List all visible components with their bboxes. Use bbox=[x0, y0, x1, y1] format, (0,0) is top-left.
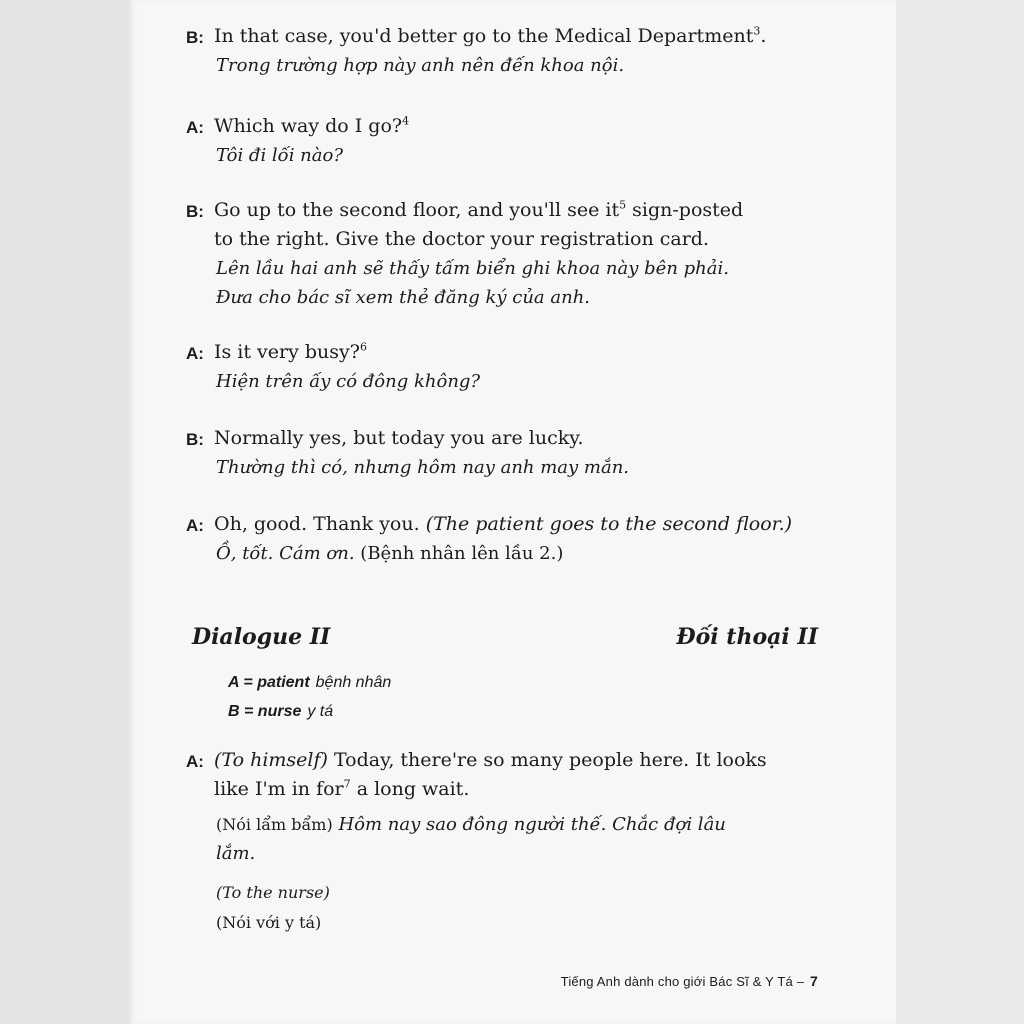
speaker-label: A: bbox=[186, 344, 204, 363]
stage-direction-vietnamese: (Nói với y tá) bbox=[216, 913, 322, 932]
speaker-label: B: bbox=[186, 202, 204, 221]
vietnamese-text: Tôi đi lối nào? bbox=[216, 145, 343, 166]
speaker-label: A: bbox=[186, 118, 204, 137]
section-heading-english: Dialogue II bbox=[192, 624, 331, 650]
vietnamese-text-line-2: lắm. bbox=[216, 843, 256, 864]
stage-direction-english: (To the nurse) bbox=[216, 883, 330, 902]
dialogue-line-5 bbox=[186, 424, 866, 482]
background-surface bbox=[896, 0, 1024, 1024]
english-text: (To himself) Today, there're so many people here. It looks bbox=[214, 749, 767, 771]
vietnamese-text: Lên lầu hai anh sẽ thấy tấm biển ghi khoa này bên phải. bbox=[216, 258, 729, 279]
page-number: 7 bbox=[810, 973, 818, 989]
page-footer: Tiếng Anh dành cho giới Bác Sĩ & Y Tá – 7 bbox=[560, 973, 818, 989]
vietnamese-text: Ồ, tốt. Cám ơn. (Bệnh nhân lên lầu 2.) bbox=[216, 543, 564, 564]
english-text: In that case, you'd better go to the Medical Department$^3$. bbox=[214, 24, 767, 47]
vietnamese-text: Trong trường hợp này anh nên đến khoa nội. bbox=[216, 55, 625, 76]
vietnamese-text: Thường thì có, nhưng hôm nay anh may mắn. bbox=[216, 457, 630, 478]
dialogue-ii-line-1 bbox=[186, 746, 866, 936]
role-patient: A = patient bệnh nhân bbox=[228, 674, 392, 691]
dialogue-line-1 bbox=[186, 22, 866, 80]
english-text: Which way do I go?$^4$ bbox=[214, 114, 410, 137]
english-text: Normally yes, but today you are lucky. bbox=[214, 427, 584, 449]
role-nurse: B = nurse y tá bbox=[228, 703, 334, 720]
section-heading-vietnamese: Đối thoại II bbox=[676, 624, 818, 650]
vietnamese-text-line-2: Đưa cho bác sĩ xem thẻ đăng ký của anh. bbox=[216, 287, 591, 308]
dialogue-line-2 bbox=[186, 112, 866, 170]
english-text-line-2: like I'm in for$^7$ a long wait. bbox=[214, 777, 470, 800]
speaker-label: B: bbox=[186, 430, 204, 449]
speaker-label: B: bbox=[186, 28, 204, 47]
dialogue-line-4 bbox=[186, 338, 866, 396]
english-text: Oh, good. Thank you. (The patient goes to the second floor.) bbox=[214, 513, 793, 535]
speaker-label: A: bbox=[186, 752, 204, 771]
vietnamese-text: (Nói lẩm bẩm) Hôm nay sao đông người thế. Chắc đợi lâu bbox=[216, 814, 726, 835]
english-text-line-2: to the right. Give the doctor your registration card. bbox=[214, 228, 709, 250]
book-page bbox=[128, 0, 896, 1024]
dialogue-line-3 bbox=[186, 196, 866, 312]
dialogue-line-6 bbox=[186, 510, 866, 568]
vietnamese-text: Hiện trên ấy có đông không? bbox=[216, 371, 481, 392]
english-text: Go up to the second floor, and you'll see $it^5$ sign-posted bbox=[214, 198, 744, 221]
english-text: Is it very busy?$^6$ bbox=[214, 340, 367, 363]
speaker-label: A: bbox=[186, 516, 204, 535]
